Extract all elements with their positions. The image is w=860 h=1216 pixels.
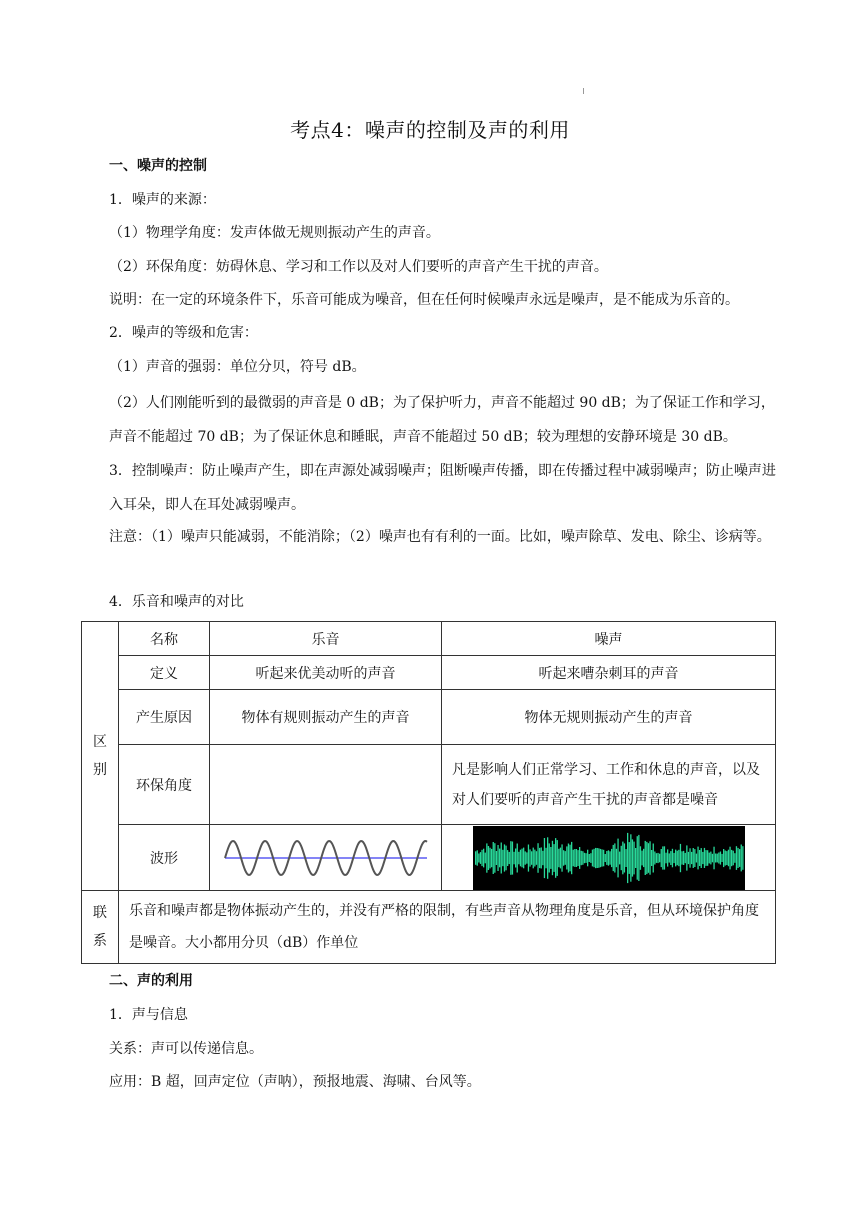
noise-bar xyxy=(635,848,636,868)
connection-text: 乐音和噪声都是物体振动产生的，并没有严格的限制，有些声音从物理角度是乐音，但从环境保护角度是噪音。大小都用分贝（dB）作单位 xyxy=(119,891,776,964)
noise-bar xyxy=(479,852,480,864)
noise-bar xyxy=(532,847,533,868)
side-label-difference: 区 别 xyxy=(82,622,119,891)
noise-bar xyxy=(715,853,716,862)
noise-waveform-image xyxy=(473,826,745,890)
noise-bar xyxy=(641,850,642,865)
noise-bar xyxy=(511,841,512,874)
paragraph: 注意：（1）噪声只能减弱，不能消除；（2）噪声也有有利的一面。比如，噪声除草、发电、除尘、诊病等。 xyxy=(109,529,771,545)
noise-bar xyxy=(694,849,695,867)
noise-bar xyxy=(718,852,719,863)
noise-bar xyxy=(713,846,714,869)
noise-bar xyxy=(585,853,586,863)
comparison-table xyxy=(81,621,776,964)
noise-bar xyxy=(708,852,709,863)
noise-bar xyxy=(603,849,604,866)
noise-bar xyxy=(491,848,492,866)
noise-bar xyxy=(503,844,504,871)
noise-bar xyxy=(631,839,632,876)
noise-bar xyxy=(686,845,687,870)
noise-bar xyxy=(742,846,743,870)
table-row xyxy=(82,745,776,825)
noise-bar xyxy=(489,847,490,868)
noise-bar xyxy=(606,851,607,865)
noise-bar xyxy=(628,842,629,874)
noise-bar xyxy=(542,850,543,864)
noise-bar xyxy=(558,848,559,866)
noise-bar xyxy=(499,848,500,867)
cell-noise: 听起来嘈杂刺耳的声音 xyxy=(442,656,776,690)
cell-music xyxy=(210,745,442,825)
noise-bar xyxy=(681,851,682,864)
noise-bar xyxy=(711,853,712,862)
noise-bar xyxy=(654,851,655,864)
noise-bar xyxy=(726,851,727,865)
noise-bar xyxy=(524,851,525,864)
noise-bar xyxy=(651,850,652,866)
paragraph: 说明：在一定的环境条件下，乐音可能成为噪音，但在任何时候噪声永远是噪声，是不能成为乐音的。 xyxy=(109,292,739,308)
noise-bar xyxy=(483,848,484,867)
noise-bar xyxy=(678,849,679,865)
noise-bar xyxy=(611,848,612,866)
noise-bar xyxy=(659,853,660,862)
noise-bar xyxy=(734,853,735,863)
table-row xyxy=(82,690,776,745)
noise-bar xyxy=(604,854,605,862)
paragraph: 应用：B 超，回声定位（声呐），预报地震、海啸、台风等。 xyxy=(109,1074,481,1090)
noise-bar xyxy=(481,849,482,865)
noise-bar xyxy=(494,843,495,873)
noise-bar xyxy=(540,847,541,868)
noise-bar xyxy=(478,853,479,862)
noise-bar xyxy=(716,853,717,862)
noise-bar xyxy=(657,852,658,862)
noise-bar xyxy=(660,849,661,867)
noise-bar xyxy=(596,848,597,868)
noise-bar xyxy=(535,851,536,865)
noise-bar xyxy=(639,846,640,870)
noise-bar xyxy=(527,844,528,871)
noise-bar xyxy=(662,846,663,869)
page-title: 考点4：噪声的控制及声的利用 xyxy=(290,118,570,142)
noise-bar xyxy=(545,847,546,868)
noise-bar xyxy=(579,847,580,869)
noise-bar xyxy=(519,849,520,866)
noise-bar xyxy=(740,844,741,871)
noise-bar xyxy=(630,834,631,881)
table-row xyxy=(82,622,776,656)
section-heading-sound-use: 二、声的利用 xyxy=(109,973,193,989)
noise-bar xyxy=(495,851,496,865)
header-music: 乐音 xyxy=(210,622,442,656)
noise-bar xyxy=(623,843,624,872)
noise-bar xyxy=(619,851,620,864)
noise-bar xyxy=(582,851,583,865)
header-name: 名称 xyxy=(119,622,210,656)
paragraph: 1．噪声的来源： xyxy=(109,192,216,208)
noise-bar xyxy=(487,846,488,870)
cell-noise: 物体无规则振动产生的声音 xyxy=(442,690,776,745)
noise-bar xyxy=(539,847,540,867)
noise-bar xyxy=(665,852,666,863)
noise-bar xyxy=(598,848,599,868)
noise-bar xyxy=(583,852,584,862)
noise-bar xyxy=(607,850,608,865)
noise-bar xyxy=(649,841,650,874)
cell-music: 物体有规则振动产生的声音 xyxy=(210,690,442,745)
noise-bar xyxy=(687,851,688,863)
noise-bar xyxy=(667,849,668,866)
table-row xyxy=(82,656,776,690)
noise-bar xyxy=(705,850,706,866)
noise-bar xyxy=(567,843,568,872)
noise-bar xyxy=(563,850,564,866)
noise-bar xyxy=(609,851,610,864)
noise-bar xyxy=(577,850,578,866)
noise-bar xyxy=(476,850,477,865)
noise-bar xyxy=(699,850,700,866)
noise-bar xyxy=(601,849,602,866)
noise-bar xyxy=(689,848,690,867)
noise-bar xyxy=(551,840,552,874)
paragraph: 2．噪声的等级和危害： xyxy=(109,325,258,341)
noise-bar xyxy=(556,840,557,876)
noise-bar xyxy=(617,838,618,877)
paragraph: （1）物理学角度：发声体做无规则振动产生的声音。 xyxy=(109,225,440,241)
noise-bar xyxy=(508,851,509,863)
paragraph: 4．乐音和噪声的对比 xyxy=(109,594,244,610)
paragraph: 关系：声可以传递信息。 xyxy=(109,1041,263,1057)
noise-bar xyxy=(543,838,544,878)
noise-bar xyxy=(612,844,613,870)
noise-bar xyxy=(561,844,562,871)
noise-bar xyxy=(555,838,556,878)
header-noise: 噪声 xyxy=(442,622,776,656)
noise-bar xyxy=(588,854,589,862)
noise-bar xyxy=(500,842,501,873)
noise-bar xyxy=(737,847,738,867)
noise-bar xyxy=(590,853,591,863)
noise-bar xyxy=(475,851,476,865)
noise-bar xyxy=(675,849,676,866)
paragraph: （2）环保角度：妨碍休息、学习和工作以及对人们要听的声音产生干扰的声音。 xyxy=(109,259,608,275)
noise-bar xyxy=(553,844,554,872)
noise-bar xyxy=(646,841,647,873)
noise-bar xyxy=(614,843,615,872)
sine-waveform-image xyxy=(223,836,429,880)
noise-bar xyxy=(492,842,493,874)
page-mark xyxy=(583,88,584,94)
noise-bar xyxy=(571,841,572,873)
noise-bar xyxy=(526,852,527,863)
noise-bar xyxy=(484,852,485,863)
noise-bar xyxy=(587,849,588,866)
noise-bar xyxy=(684,852,685,862)
noise-bar xyxy=(633,841,634,874)
noise-bar xyxy=(502,849,503,865)
noise-bar xyxy=(697,846,698,869)
noise-bar xyxy=(732,850,733,865)
noise-bar xyxy=(652,843,653,872)
noise-bar xyxy=(700,848,701,868)
row-label: 波形 xyxy=(119,825,210,891)
noise-bar xyxy=(513,851,514,864)
noise-bar xyxy=(572,849,573,866)
noise-bar xyxy=(505,845,506,870)
noise-bar xyxy=(529,849,530,866)
row-label: 产生原因 xyxy=(119,690,210,745)
noise-bar xyxy=(663,846,664,869)
noise-bar xyxy=(620,845,621,869)
noise-bar xyxy=(670,851,671,865)
noise-bar xyxy=(727,849,728,866)
noise-bar xyxy=(547,837,548,879)
side-label-connection: 联 系 xyxy=(82,891,119,964)
noise-bar xyxy=(647,843,648,873)
noise-bar xyxy=(537,843,538,873)
section-heading-noise-control: 一、噪声的控制 xyxy=(109,158,207,174)
noise-bar xyxy=(729,846,730,869)
noise-bar xyxy=(627,832,628,882)
row-label: 环保角度 xyxy=(119,745,210,825)
noise-bar xyxy=(548,843,549,872)
cell-music-waveform xyxy=(210,825,442,891)
noise-bar xyxy=(507,850,508,866)
noise-bar xyxy=(703,847,704,867)
noise-bar xyxy=(575,849,576,867)
noise-bar xyxy=(724,850,725,865)
noise-bar xyxy=(516,843,517,872)
noise-bar xyxy=(497,845,498,871)
noise-bar xyxy=(638,834,639,880)
noise-bar xyxy=(622,841,623,874)
noise-bar xyxy=(566,846,567,869)
noise-bar xyxy=(599,848,600,866)
noise-bar xyxy=(691,851,692,863)
table-row xyxy=(82,891,776,964)
noise-bar xyxy=(692,848,693,868)
noise-bar xyxy=(644,840,645,874)
noise-bar xyxy=(550,847,551,869)
noise-bar xyxy=(636,836,637,880)
noise-bar xyxy=(719,851,720,864)
noise-bar xyxy=(673,852,674,862)
noise-bar xyxy=(679,843,680,871)
noise-bar xyxy=(534,849,535,866)
noise-bar xyxy=(518,851,519,864)
noise-bar xyxy=(574,849,575,867)
noise-bar xyxy=(683,850,684,864)
row-label: 定义 xyxy=(119,656,210,690)
noise-bar xyxy=(723,849,724,867)
table-row xyxy=(82,825,776,891)
noise-bar xyxy=(580,850,581,864)
noise-bar xyxy=(625,849,626,867)
noise-bar xyxy=(615,848,616,866)
noise-bar xyxy=(731,849,732,865)
noise-bar xyxy=(510,841,511,875)
noise-bar xyxy=(668,853,669,862)
noise-bar xyxy=(702,851,703,863)
noise-bar xyxy=(739,849,740,867)
noise-bar xyxy=(591,849,592,866)
noise-bar xyxy=(671,848,672,867)
paragraph: （2）人们刚能听到的最微弱的声音是 0 dB；为了保护听力，声音不能超过 90 dB；为了保证工作和学习，声音不能超过 70 dB；为了保证休息和睡眠，声音不能超过 50 dB；较为理想的安静环境是 30 dB。 xyxy=(109,395,775,445)
paragraph: （1）声音的强弱：单位分贝，符号 dB。 xyxy=(109,359,366,375)
cell-noise-waveform xyxy=(442,825,776,891)
noise-bar xyxy=(695,853,696,862)
noise-bar xyxy=(569,844,570,871)
noise-bar xyxy=(564,851,565,865)
cell-music: 听起来优美动听的声音 xyxy=(210,656,442,690)
paragraph: 3．控制噪声：防止噪声产生，即在声源处减弱噪声；阻断噪声传播，即在传播过程中减弱噪声；防止噪声进入耳朵，即人在耳处减弱噪声。 xyxy=(109,463,776,513)
noise-bar xyxy=(593,848,594,866)
noise-bar xyxy=(655,853,656,863)
noise-bar xyxy=(559,847,560,868)
noise-bar xyxy=(707,850,708,866)
noise-bar xyxy=(595,847,596,867)
noise-bar xyxy=(521,848,522,867)
noise-bar xyxy=(721,853,722,861)
cell-noise: 凡是影响人们正常学习、工作和休息的声音，以及对人们要听的声音产生干扰的声音都是噪音 xyxy=(442,745,776,825)
noise-bar xyxy=(676,850,677,865)
noise-bar xyxy=(486,843,487,872)
noise-bar xyxy=(531,851,532,865)
noise-bar xyxy=(643,848,644,866)
noise-bar xyxy=(515,848,516,867)
noise-bar xyxy=(710,851,711,864)
paragraph: 1．声与信息 xyxy=(109,1007,188,1023)
noise-bar xyxy=(735,846,736,870)
noise-bar xyxy=(523,847,524,868)
